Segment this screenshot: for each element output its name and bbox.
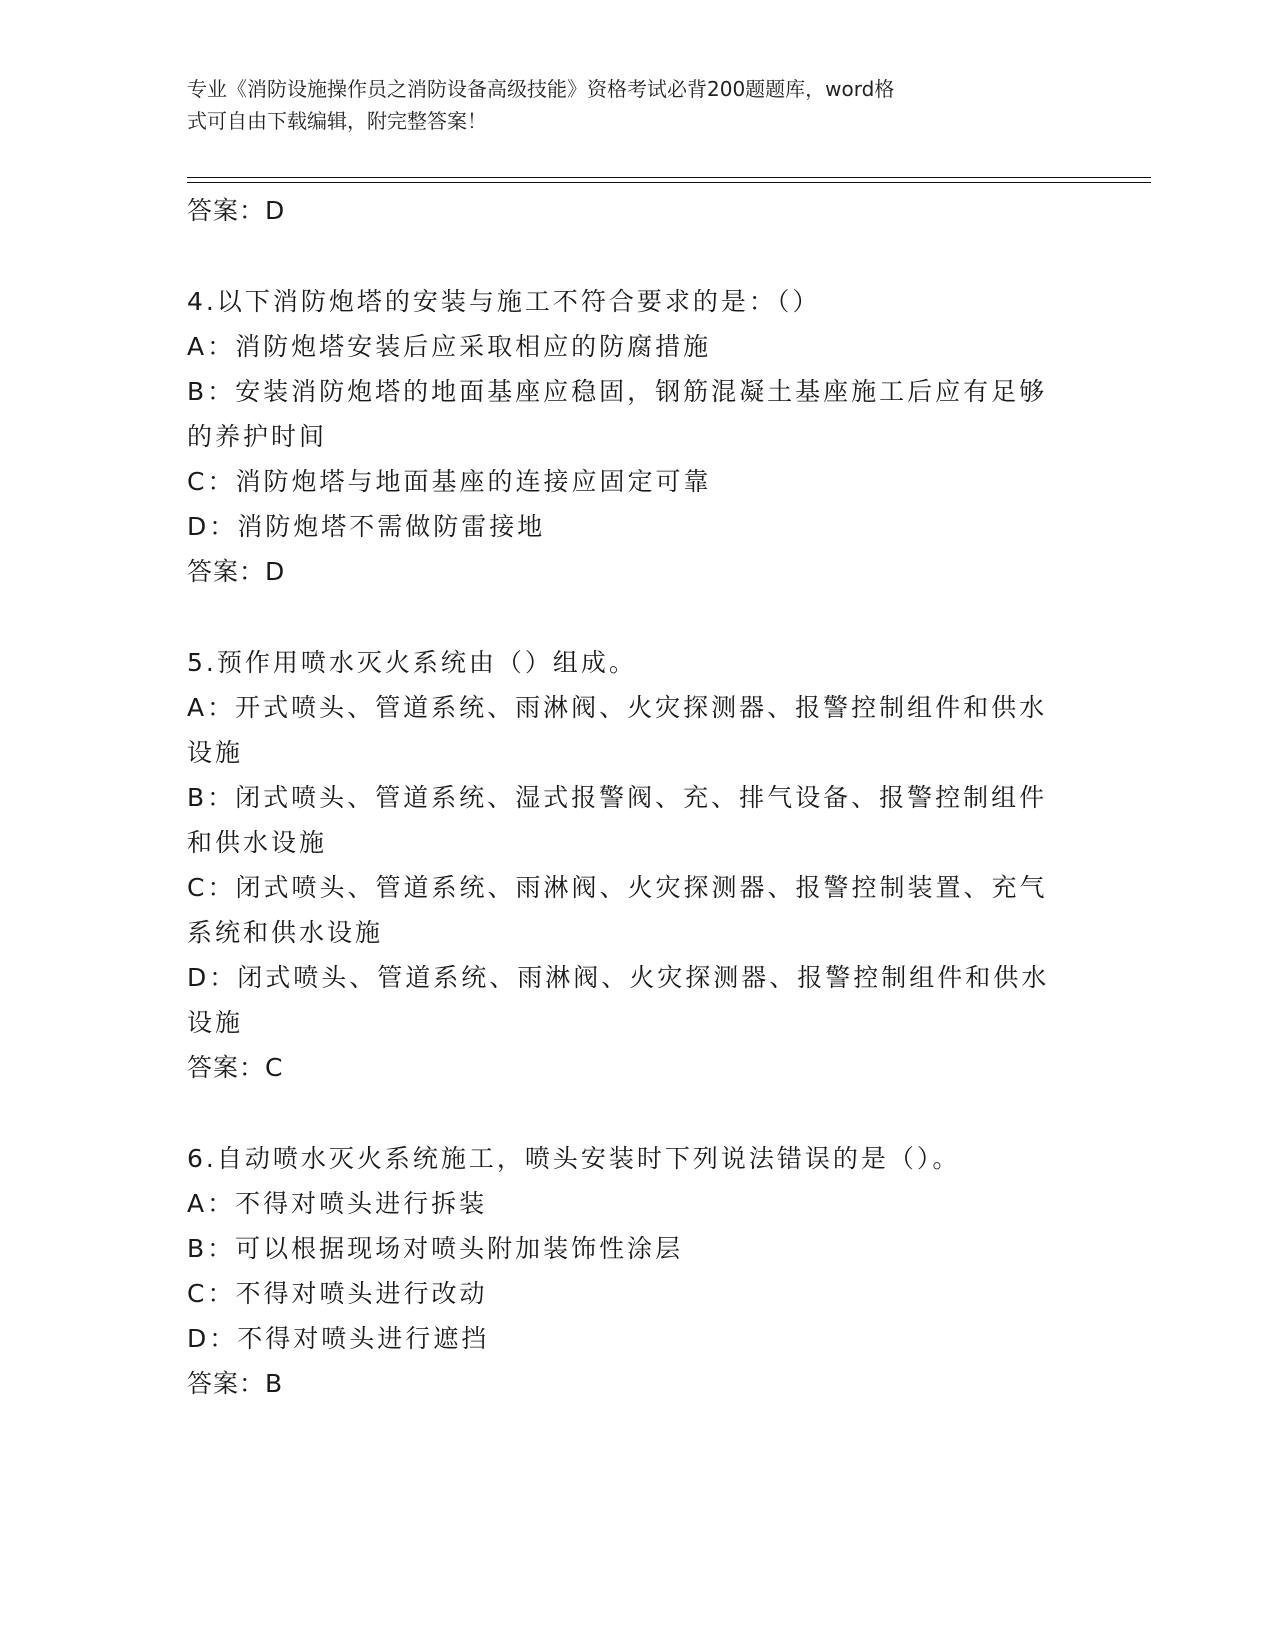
answer-4: 答案：D	[187, 557, 286, 586]
question-stem: 6.自动喷水灭火系统施工，喷头安装时下列说法错误的是（）。	[187, 1144, 961, 1173]
question-stem: 5.预作用喷水灭火系统由（）组成。	[187, 648, 637, 677]
header-rule-bottom	[187, 182, 1151, 183]
option-line: D：闭式喷头、管道系统、雨淋阀、火灾探测器、报警控制组件和供水	[187, 963, 1050, 992]
option-line: A：开式喷头、管道系统、雨淋阀、火灾探测器、报警控制组件和供水	[187, 693, 1048, 722]
option-line: 设施	[187, 738, 244, 767]
option-line: D：消防炮塔不需做防雷接地	[187, 512, 546, 541]
question-stem: 4.以下消防炮塔的安装与施工不符合要求的是：（）	[187, 287, 821, 316]
question-6	[187, 1136, 1087, 1406]
option-line: B：闭式喷头、管道系统、湿式报警阀、充、排气设备、报警控制组件	[187, 783, 1048, 812]
option-line: 系统和供水设施	[187, 918, 384, 947]
spacer	[187, 594, 1087, 640]
option-line: D：不得对喷头进行遮挡	[187, 1324, 490, 1353]
answer-3: 答案：D	[187, 196, 286, 225]
spacer	[187, 233, 1087, 279]
option-line: 设施	[187, 1008, 244, 1037]
option-line: B：可以根据现场对喷头附加装饰性涂层	[187, 1234, 684, 1263]
spacer	[187, 1090, 1087, 1136]
header-line-2: 式可自由下载编辑，附完整答案！	[187, 109, 487, 133]
question-4	[187, 279, 1087, 594]
option-line: C：不得对喷头进行改动	[187, 1279, 488, 1308]
answer-5: 答案：C	[187, 1053, 284, 1082]
header-rule-top	[187, 177, 1151, 178]
option-line: 和供水设施	[187, 828, 328, 857]
document-body	[187, 188, 1087, 1406]
page-header	[187, 73, 1067, 137]
option-line: A：不得对喷头进行拆装	[187, 1189, 488, 1218]
answer-6: 答案：B	[187, 1369, 284, 1398]
option-line: A：消防炮塔安装后应采取相应的防腐措施	[187, 332, 712, 361]
option-line: B：安装消防炮塔的地面基座应稳固，钢筋混凝土基座施工后应有足够	[187, 377, 1048, 406]
question-5	[187, 640, 1087, 1090]
option-line: C：闭式喷头、管道系统、雨淋阀、火灾探测器、报警控制装置、充气	[187, 873, 1048, 902]
option-line: 的养护时间	[187, 422, 328, 451]
option-line: C：消防炮塔与地面基座的连接应固定可靠	[187, 467, 712, 496]
header-line-1: 专业《消防设施操作员之消防设备高级技能》资格考试必背200题题库，word格	[187, 77, 895, 101]
